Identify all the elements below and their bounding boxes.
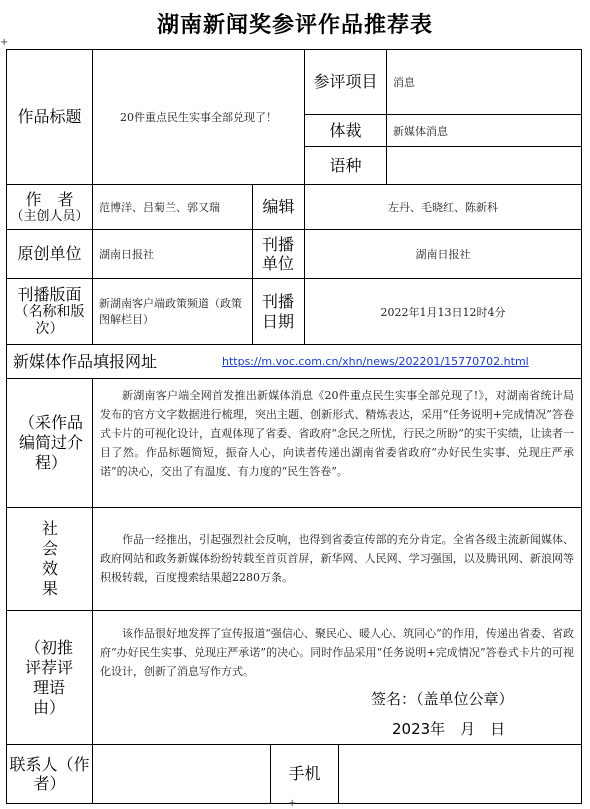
label-author xyxy=(7,185,92,229)
label-publish-unit: 刊播单位 xyxy=(261,234,294,273)
label-genre: 体裁 xyxy=(329,120,362,140)
label-publish-date: 刊播日期 xyxy=(261,292,294,331)
value-contact xyxy=(93,745,270,803)
text-effect: 作品一经推出，引起强烈社会反响，也得到省委宣传部的充分肯定。全省各级主流新闻媒体、政府网站和政务新媒体纷纷转载至首页首屏，新华网、人民网、学习强国，以及腾讯网、新浪网等积极转载，百度搜索结果超2280万条。 xyxy=(100,533,574,584)
label-contact: 联系人（作者） xyxy=(9,754,90,793)
value-author: 范博洋、吕菊兰、郭又瑞 xyxy=(99,201,220,214)
label-author-main: 作 者 xyxy=(25,189,74,209)
add-row-plus-icon[interactable]: + xyxy=(288,798,297,809)
label-publish-layout-sub: （名称和版次） xyxy=(14,304,85,338)
value-publish-date: 2022年1月13日12时4分 xyxy=(380,305,506,319)
label-publish-layout xyxy=(7,279,92,344)
value-original-unit: 湖南日报社 xyxy=(99,248,154,261)
value-genre: 新媒体消息 xyxy=(393,124,448,138)
table-handle-plus-icon[interactable]: + xyxy=(0,37,9,48)
label-category: 参评项目 xyxy=(313,72,378,92)
label-language: 语种 xyxy=(329,155,362,175)
signature-line: 签名：（盖单位公章） xyxy=(371,690,514,708)
label-publish-layout-main: 刊播版面 xyxy=(17,285,82,305)
text-intro: 新湖南客户端全网首发推出新媒体消息《20件重点民生实事全部兑现了!》，对湖南省统计局发布的官方文字数据进行梳理，突出主题、创新形式、精炼表达，采用“任务说明+完成情况”答卷式卡片的可视化设计，直观体现了省委、省政府“念民之所忧，行民之所盼”的实干实绩，让读者一目了然。作品标题简短，振奋人心，向读者传递出湖南省委省政府“办好民生实事、兑现庄严承诺”的决心，交出了有温度、有力度的“民生答卷”。 xyxy=(100,389,574,478)
value-phone xyxy=(339,745,581,803)
label-intro: （采作品编简过介程） xyxy=(18,413,83,472)
label-author-sub: （主创人员） xyxy=(10,208,89,224)
label-work-title: 作品标题 xyxy=(17,107,82,127)
date-line: 2023年 月 日 xyxy=(392,720,506,738)
value-editor: 左丹、毛晓红、陈新科 xyxy=(388,201,498,214)
value-category: 消息 xyxy=(393,76,415,89)
value-url-cell xyxy=(212,345,581,378)
label-review: （初推评荐评理语由） xyxy=(24,637,73,717)
label-original-unit: 原创单位 xyxy=(17,244,82,264)
work-url-link[interactable]: https://m.voc.com.cn/xhn/news/202201/15770702.html xyxy=(222,355,529,368)
value-publish-unit: 湖南日报社 xyxy=(415,248,471,261)
text-review: 该作品很好地发挥了宣传报道“强信心、聚民心、暖人心、筑同心”的作用，传递出省委、省政府“办好民生实事、兑现庄严承诺”的决心。同时作品采用“任务说明+完成情况”答卷式卡片的可视化设计，创新了消息写作方式。 xyxy=(100,627,574,678)
label-phone: 手机 xyxy=(288,764,321,784)
value-language xyxy=(387,147,581,184)
value-publish-layout: 新湖南客户端政策频道（政策图解栏目） xyxy=(99,296,242,326)
label-effect: 社会效果 xyxy=(41,519,58,598)
value-work-title: 20件重点民生实事全部兑现了！ xyxy=(120,111,277,124)
page-title: 湖南新闻奖参评作品推荐表 xyxy=(156,13,433,38)
label-url: 新媒体作品填报网址 xyxy=(13,351,158,371)
label-editor: 编辑 xyxy=(262,197,295,217)
